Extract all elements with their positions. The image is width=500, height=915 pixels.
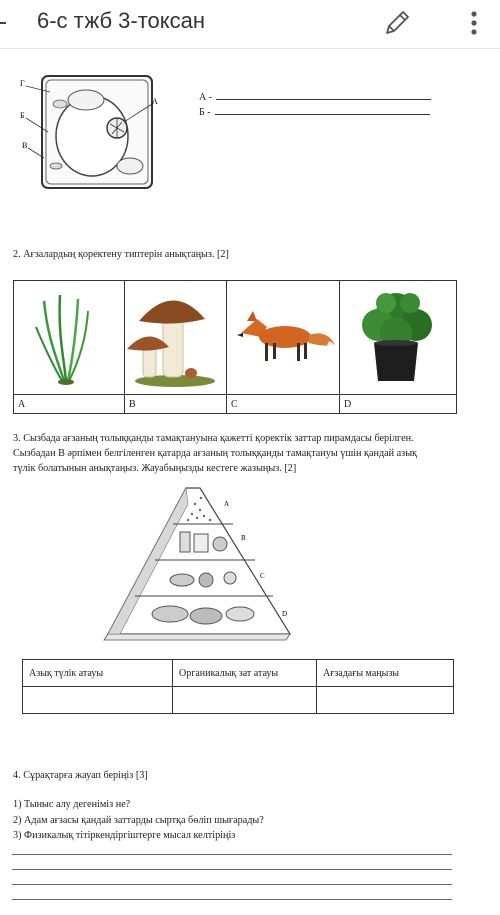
cell-label-v: В bbox=[22, 141, 28, 150]
answer-a-label: А - bbox=[199, 92, 213, 103]
fox-image bbox=[227, 281, 339, 389]
question-4-item-2: 2) Адам ағзасы қандай заттарды сыртқа бөліп шығарады? bbox=[13, 815, 264, 826]
label-d: D bbox=[340, 395, 457, 414]
question-4-text: 4. Сұрақтарға жауап беріңіз [3] bbox=[13, 770, 148, 781]
question-3-line-1: 3. Сызбада ағзаның толыққанды тамақтануына қажетті қоректік заттар пирамдасы берілген. bbox=[13, 433, 414, 444]
answer-cell-2[interactable] bbox=[173, 687, 317, 714]
answer-a-blank[interactable] bbox=[216, 90, 431, 100]
question-4-item-1: 1) Тыныс алу дегеніміз не? bbox=[13, 799, 131, 810]
question-3-text bbox=[13, 431, 483, 476]
organisms-table bbox=[13, 280, 457, 414]
organism-cell-c bbox=[227, 281, 340, 395]
question-4-item-3: 3) Физикалық тітіркендіргіштерге мысал келтіріңіз bbox=[13, 830, 236, 841]
answer-b-label: Б - bbox=[199, 107, 211, 118]
answer-a-row bbox=[199, 90, 431, 103]
more-vert-icon[interactable] bbox=[466, 6, 482, 40]
question-3-line-2: Сызбадан В әрпімен белгіленген қатарда ағзаның толыққанды тамақтануы үшін қандай азық bbox=[13, 448, 417, 459]
organism-cell-b bbox=[125, 281, 227, 395]
document-title: 6-с тжб 3-токсан bbox=[37, 8, 206, 33]
answer-line[interactable] bbox=[12, 854, 452, 855]
pyramid-label-c: C bbox=[260, 572, 265, 580]
question-3-line-3: түлік болатынын анықтаңыз. Жауабыңызды кестеге жазыңыз. [2] bbox=[13, 463, 297, 474]
plant-cell-diagram bbox=[20, 66, 160, 196]
organism-cell-d bbox=[340, 281, 457, 395]
question-2-text: 2. Ағзалардың қоректену типтерін анықтаңыз. [2] bbox=[13, 249, 229, 260]
header-organic-substance: Органикалық зат атауы bbox=[173, 660, 317, 687]
answer-line[interactable] bbox=[12, 884, 452, 885]
header-food-name: Азық түлік атауы bbox=[23, 660, 173, 687]
mushrooms-image bbox=[125, 281, 226, 389]
pencil-icon[interactable] bbox=[380, 6, 414, 40]
document-page bbox=[0, 48, 500, 915]
potted-plant-image bbox=[340, 281, 456, 389]
organism-cell-a bbox=[14, 281, 125, 395]
label-c: C bbox=[227, 395, 340, 414]
pyramid-label-b: B bbox=[241, 534, 246, 542]
food-pyramid bbox=[100, 484, 300, 646]
answer-line[interactable] bbox=[12, 899, 452, 900]
pyramid-label-d: D bbox=[282, 610, 288, 618]
answer-table bbox=[22, 659, 454, 714]
cell-label-a: А bbox=[152, 97, 158, 106]
answer-cell-3[interactable] bbox=[317, 687, 454, 714]
answer-b-blank[interactable] bbox=[215, 105, 430, 115]
label-a: A bbox=[14, 395, 125, 414]
back-edge-mark bbox=[0, 22, 6, 24]
answer-b-row bbox=[199, 105, 430, 118]
answer-cell-1[interactable] bbox=[23, 687, 173, 714]
pyramid-label-a: A bbox=[224, 500, 230, 508]
cell-label-g: Г bbox=[20, 79, 25, 88]
app-bar bbox=[0, 0, 500, 49]
header-importance: Ағзадағы маңызы bbox=[317, 660, 454, 687]
label-b: B bbox=[125, 395, 227, 414]
seaweed-image bbox=[14, 281, 124, 389]
cell-label-b: Б bbox=[20, 111, 25, 120]
answer-line[interactable] bbox=[12, 869, 452, 870]
